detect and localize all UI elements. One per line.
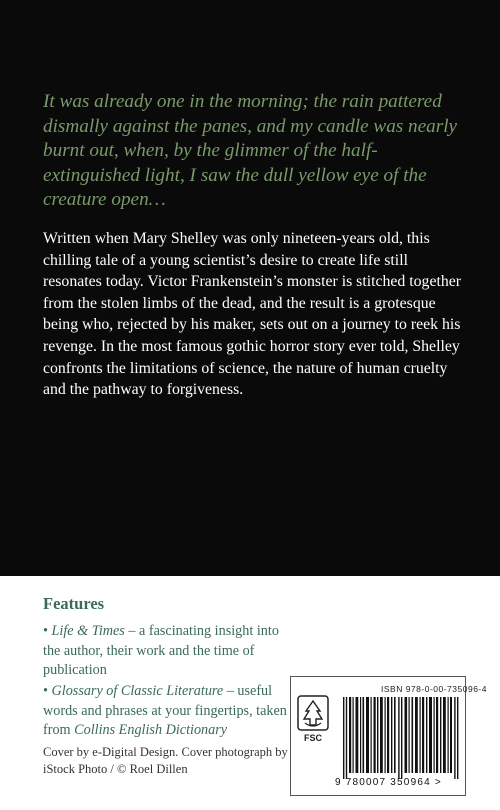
back-cover-light-panel [0, 576, 500, 810]
features-heading: Features [43, 594, 105, 613]
isbn-label: ISBN 978-0-00-735096-4 [381, 684, 487, 694]
excerpt-quote: It was already one in the morning; the rain pattered dismally against the panes, and my candle was nearly burnt out, when, by the glimmer of the half-extinguished light, I saw the dull yellow eye of the creature open… [43, 91, 458, 211]
feature-bullet: • [43, 683, 48, 699]
book-blurb: Written when Mary Shelley was only nineteen-years old, this chilling tale of a young scientist’s desire to create life still resonates today. Victor Frankenstein’s monster is stitched together from the stolen limbs of the dead, and the result is a grotesque being who, rejected by his maker, sets out on a journey to reek his revenge. In the most famous gothic horror story ever told, Shelley confronts the limitations of science, the nature of human cruelty and the pathway to forgiveness. [43, 230, 462, 399]
barcode-icon [343, 697, 461, 779]
feature-item-glossary [43, 682, 293, 741]
feature-text: – useful words and phrases at your fingertips, taken from [43, 683, 287, 739]
fsc-logo-icon [297, 695, 329, 745]
feature-title: Glossary of Classic Literature [51, 683, 224, 699]
feature-title: Life & Times [51, 623, 125, 639]
fsc-label: FSC [304, 733, 322, 743]
cover-credits: Cover by e-Digital Design. Cover photograph by iStock Photo / © Roel Dillen [43, 745, 288, 776]
feature-bullet: • [43, 623, 48, 639]
barcode-digits: 9 780007 350964 > [335, 777, 442, 788]
feature-source-title: Collins English Dictionary [74, 722, 228, 739]
feature-item-life-and-times [43, 622, 293, 681]
feature-text: – a fascinating insight into the author, their work and the time of publication [43, 623, 279, 679]
isbn-barcode-panel [290, 676, 487, 796]
